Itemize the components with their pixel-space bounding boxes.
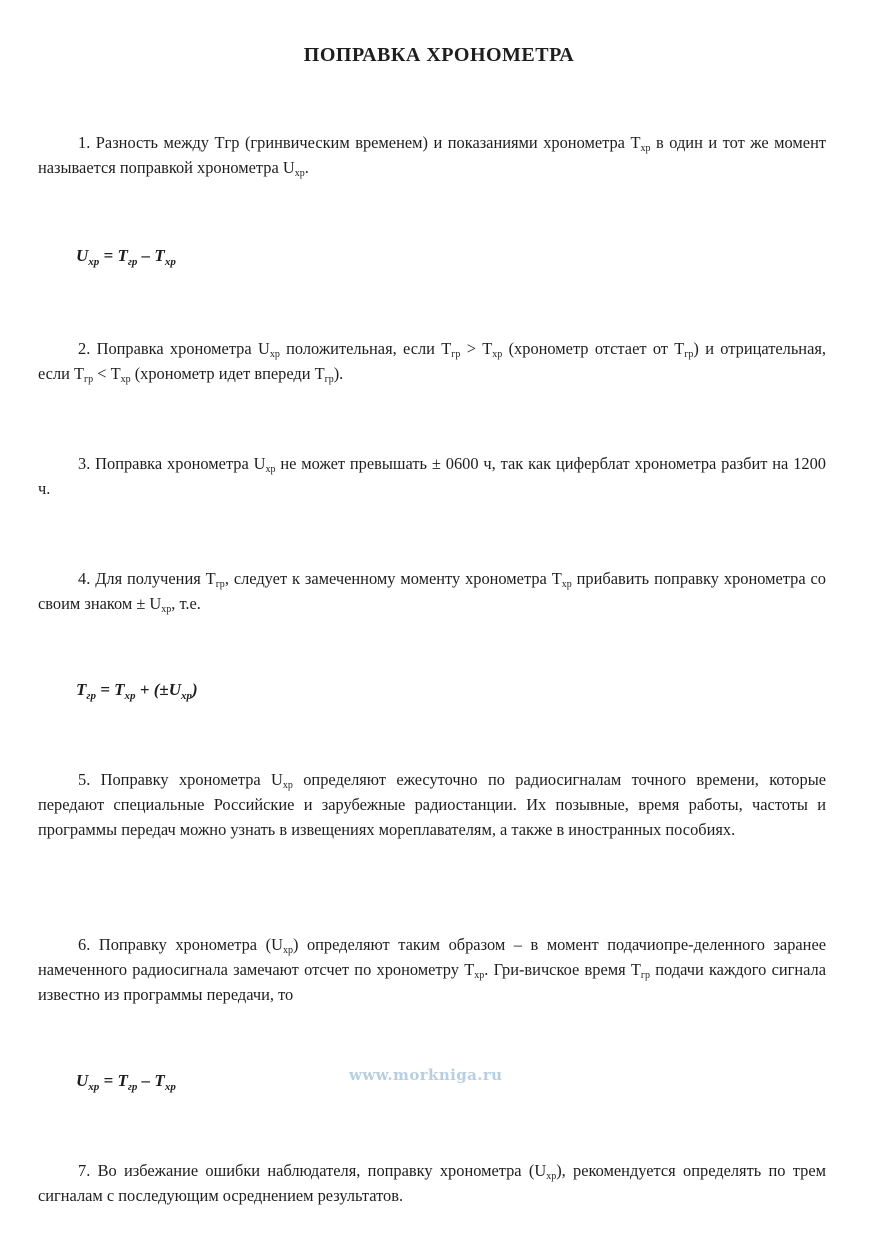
text: . — [304, 158, 309, 177]
text: = T — [99, 1071, 128, 1090]
subscript: гр — [324, 374, 334, 385]
text: T — [76, 680, 87, 699]
formula-chronometer-correction-repeat — [76, 1071, 176, 1091]
subscript: хр — [88, 1081, 100, 1093]
text: 7. Во избежание ошибки наблюдателя, поправку хронометра (U — [78, 1161, 547, 1180]
subscript: хр — [181, 690, 192, 702]
subscript: хр — [546, 1171, 557, 1182]
paragraph-3 — [38, 451, 826, 501]
subscript: хр — [161, 604, 172, 615]
text: прибавить поправку хронометра со своим знаком ± U — [38, 569, 826, 613]
text: ), рекомендуется определять по трем сигналам с последующим осреднением результатов. — [38, 1161, 827, 1205]
subscript: хр — [88, 256, 100, 268]
formula-greenwich-time — [76, 680, 198, 700]
text: U — [76, 246, 89, 265]
subscript: гр — [84, 374, 94, 385]
subscript: хр — [164, 256, 176, 268]
subscript: хр — [265, 464, 276, 475]
text: . Гри-вичское время T — [484, 960, 641, 979]
paragraph-4 — [38, 566, 826, 616]
text: < T — [93, 364, 121, 383]
watermark: www.morkniga.ru — [349, 1066, 503, 1084]
subscript: гр — [640, 970, 650, 981]
text: 4. Для получения T — [78, 569, 216, 588]
subscript: гр — [127, 1081, 138, 1093]
text: ) и отрицательная, если T — [38, 339, 826, 383]
subscript: гр — [86, 690, 96, 702]
text: (хронометр отстает от T — [502, 339, 685, 358]
text: 1. Разность между Tгр (гринвическим временем) и показаниями хронометра T — [78, 133, 641, 152]
text: 2. Поправка хронометра U — [78, 339, 270, 358]
text: ). — [333, 364, 344, 383]
subscript: хр — [269, 349, 280, 360]
subscript: хр — [282, 780, 293, 791]
paragraph-5 — [38, 767, 826, 842]
text: не может превышать ± 0600 ч, так как циферблат хронометра разбит на 1200 ч. — [38, 454, 826, 498]
subscript: хр — [294, 168, 305, 179]
text: – T — [137, 1071, 165, 1090]
text: ) — [192, 680, 198, 699]
formula-chronometer-correction — [76, 246, 176, 266]
text: определяют ежесуточно по радиосигналам точного времени, которые передают специальные Российские и зарубежные радиостанции. Их позывные, время работы, частоты и программы передач можно узнать в извещениях мореплавателям, а также в иностранных пособиях. — [38, 770, 826, 839]
text: + (±U — [135, 680, 181, 699]
text: = T — [95, 680, 125, 699]
text: 5. Поправку хронометра U — [78, 770, 283, 789]
subscript: хр — [282, 945, 293, 956]
subscript: гр — [451, 349, 461, 360]
subscript: хр — [561, 579, 572, 590]
text: U — [76, 1071, 89, 1090]
paragraph-7 — [38, 1158, 826, 1208]
text: положительная, если T — [279, 339, 452, 358]
subscript: хр — [120, 374, 131, 385]
paragraph-2 — [38, 336, 826, 386]
text: (хронометр идет впереди T — [130, 364, 325, 383]
text: , т.е. — [171, 594, 201, 613]
paragraph-6 — [38, 932, 826, 1007]
subscript: хр — [492, 349, 503, 360]
text: подачи каждого сигнала известно из программы передачи, то — [38, 960, 826, 1004]
subscript: гр — [215, 579, 225, 590]
text: ) определяют таким образом – в момент подачиопре-деленного заранее намеченного радиосигнала замечают отсчет по хронометру T — [38, 935, 826, 979]
text: > T — [460, 339, 493, 358]
subscript: хр — [124, 690, 136, 702]
paragraph-1 — [38, 130, 826, 180]
text: , следует к замеченному моменту хронометра T — [224, 569, 562, 588]
text: – T — [137, 246, 165, 265]
subscript: хр — [474, 970, 485, 981]
text: 6. Поправку хронометра (U — [78, 935, 283, 954]
page-title: ПОПРАВКА ХРОНОМЕТРА — [303, 44, 575, 66]
subscript: гр — [684, 349, 694, 360]
text: в один и тот же момент называется поправкой хронометра U — [38, 133, 827, 177]
text: = T — [99, 246, 128, 265]
text: 3. Поправка хронометра U — [78, 454, 266, 473]
subscript: хр — [640, 143, 651, 154]
subscript: гр — [127, 256, 138, 268]
subscript: хр — [164, 1081, 176, 1093]
